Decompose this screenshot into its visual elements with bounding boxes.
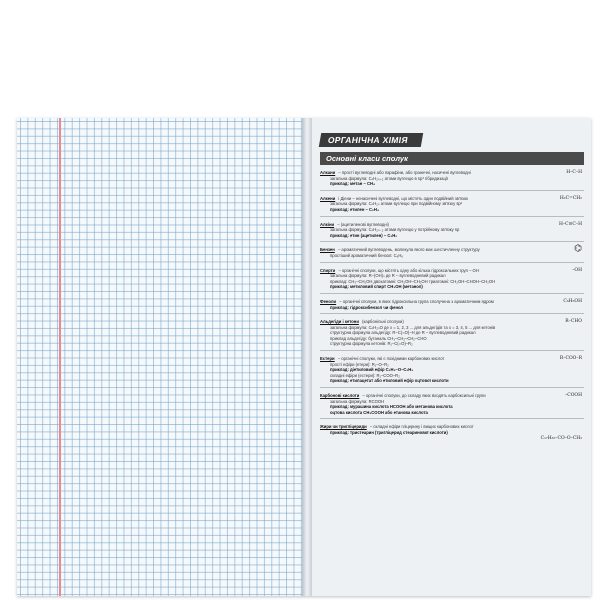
section-line: загальна формула: R–(OH)ₙ де R – вуглеводневий радикал	[330, 273, 446, 279]
section-benzene	[320, 244, 584, 258]
section-line: приклад: метан – CH₄	[330, 181, 375, 187]
divider	[320, 293, 584, 294]
structure-formula: C₁₇H₃₅–CO–O–CH₂	[540, 436, 582, 442]
section-line: приклад: гідроксибензол чи фенол	[330, 304, 404, 310]
section-term: Алкани	[320, 170, 336, 175]
section-line: – прості вуглеводні або парафіни, або граничні, насичені вуглеводні	[338, 170, 471, 175]
section-line: простіший ароматичний бензол: C₆H₆	[330, 252, 404, 258]
divider	[320, 313, 584, 314]
section-line: загальна формула: CₙH₂ₙ₊₂ атоми вуглецю в sp³ гібридизації	[330, 175, 448, 181]
section-line: – ароматичний вуглеводень, молекула якого має шестичленну структуру	[337, 247, 480, 253]
structure-formula: R–COO–R	[559, 356, 582, 362]
section-line: – органічні сполуки, що містять одну або кілька гідроксильних груп – OH	[338, 267, 479, 273]
section-line: – складні ефіри гліцерину і вищих карбонових кислот	[369, 424, 474, 430]
section-line: приклад: етин (ацетилен) – C₂H₂	[330, 232, 398, 238]
section-line: приклад: CH₃–CH₂OH двохатомні: CH₂OH–CH₂OH триатомні: CH₂OH–CHOH–CH₂OH	[330, 278, 496, 284]
divider	[320, 216, 584, 217]
section-alcohols	[320, 268, 584, 290]
section-term: Альдегіди і кетони	[320, 319, 359, 325]
section-line: – органічні сполуки, які є похідними карбонових кислот	[337, 356, 445, 362]
divider	[320, 190, 584, 191]
section-term: Бензен	[320, 247, 335, 253]
structure-formula: H–C≡C–H	[558, 221, 582, 227]
chemistry-reference-page	[312, 118, 591, 596]
section-term: Спирти	[320, 267, 336, 273]
section-line: приклад альдегіду: бутаналь CH₃–CH₂–CH₂–CHO	[330, 335, 427, 341]
divider	[320, 262, 584, 263]
section-line: загальна формула: CₙH₂ₙO де x = 1, 2, 3 ... для альдегідів та x = 3, 4, 5 ... для кетонів	[330, 324, 496, 330]
section-line: приклад: метиловий спирт CH₃OH (метанол)	[330, 284, 423, 290]
section-line: приклад: етилацетат або етиловий ефір оцтової кислоти	[330, 378, 449, 384]
section-line: прості ефіри (етери): R₁–O–R₂	[330, 361, 389, 367]
section-line: структурна формула альдегіду: R–C(=O)–H де R – вуглеводневий радикал	[330, 330, 476, 336]
section-term: Феноли	[320, 298, 337, 304]
structure-formula: H–C–H	[566, 170, 582, 175]
structure-formula: R–CHO	[565, 319, 582, 325]
section-aldehydes-ketones	[320, 319, 584, 347]
section-alkynes	[320, 222, 584, 239]
section-line: приклад: діетиловий ефір C₂H₅–O–C₂H₅	[330, 367, 414, 373]
structure-formula: H₂C=CH₂	[559, 195, 582, 201]
section-term: Естери	[320, 356, 335, 362]
benzene-ring-icon: ⌬	[574, 244, 582, 255]
section-fats	[320, 424, 584, 442]
section-line: оцтова кислота CH₃COOH або етанова кислота	[330, 409, 428, 415]
section-line: складні ефіри (естери): R₁–COO–R₂	[330, 372, 400, 378]
section-line: приклад: етилен – C₂H₄	[330, 206, 379, 212]
divider	[320, 241, 584, 242]
section-term: Карбонові кислоти	[320, 393, 360, 399]
section-line: і Діени – ненасичені вуглеводні, що містять один подвійний зв'язок	[338, 195, 468, 201]
page-title: ОРГАНІЧНА ХІМІЯ	[319, 133, 423, 147]
structure-formula: –OH	[572, 267, 582, 273]
divider	[320, 418, 584, 419]
section-term: Жири чи тригліцериди	[320, 424, 367, 430]
section-alkanes	[320, 170, 584, 187]
section-line: загальна формула: RCOOH	[330, 398, 385, 404]
notebook-spine	[302, 118, 312, 596]
section-line: (карбонільні сполуки)	[362, 319, 404, 325]
section-line: – (ацетиленові вуглеводні)	[337, 221, 389, 227]
section-esters	[320, 356, 584, 384]
structure-formula: –COOH	[565, 393, 582, 399]
structure-formula: C₆H₅OH	[563, 298, 582, 304]
section-line: приклад: мурашина кислота HCOOH або метанова кислота	[330, 404, 453, 410]
section-line: загальна формула: CₙH₂ₙ₋₂ атоми вуглецю у потрійному зв'язку sp	[330, 227, 460, 233]
divider	[320, 387, 584, 388]
section-term: Алкіни	[320, 221, 335, 227]
section-alkenes	[320, 196, 584, 213]
section-line: структурна формула кетонів: R₁–C(=O)–R₂	[330, 341, 413, 347]
section-phenols	[320, 299, 584, 310]
section-term: Алкени	[320, 195, 336, 201]
grid-page	[17, 118, 302, 596]
section-line: – органічні сполуки, до складу яких входять карбоксильні групи	[362, 393, 486, 399]
notebook	[17, 118, 591, 596]
reference-content	[320, 130, 584, 442]
section-line: приклад: тристеарин (тригліцерид стеаринової кислоти)	[330, 430, 448, 435]
margin-line	[59, 118, 61, 596]
section-carboxylic-acids	[320, 393, 584, 415]
divider	[320, 350, 584, 351]
section-line: загальна формула: CₙH₂ₙ атоми вуглецю при подвійному зв'язку sp²	[330, 201, 463, 207]
section-line: – органічні сполуки, в яких гідроксильна група сполучена з ароматичним ядром	[339, 298, 494, 304]
page-subtitle: Основні класи сполук	[320, 152, 584, 165]
